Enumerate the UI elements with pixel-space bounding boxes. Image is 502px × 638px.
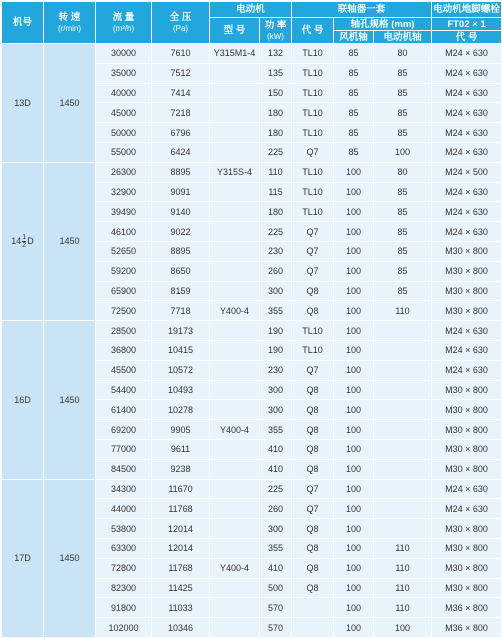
bolt-code-cell: M24 × 630 bbox=[432, 479, 502, 499]
motor-shaft-cell: 85 bbox=[374, 103, 432, 123]
coupling-code-cell: Q8 bbox=[292, 380, 334, 400]
fan-shaft-cell: 100 bbox=[334, 439, 374, 459]
table-row bbox=[2, 162, 502, 182]
pressure-cell: 8895 bbox=[152, 162, 210, 182]
fan-shaft-cell: 100 bbox=[334, 261, 374, 281]
header-coupling: 联轴器一套 bbox=[292, 2, 432, 18]
coupling-code-cell: Q7 bbox=[292, 479, 334, 499]
bolt-code-cell: M30 × 800 bbox=[432, 558, 502, 578]
motor-shaft-cell bbox=[374, 519, 432, 539]
motor-power-cell: 570 bbox=[260, 618, 292, 638]
flow-cell: 82300 bbox=[96, 578, 152, 598]
model-label: 16D bbox=[14, 394, 31, 405]
motor-power-cell: 132 bbox=[260, 44, 292, 64]
motor-type-cell bbox=[210, 479, 260, 499]
pressure-cell: 6796 bbox=[152, 123, 210, 143]
motor-power-cell: 300 bbox=[260, 400, 292, 420]
bolt-code-cell: M30 × 800 bbox=[432, 301, 502, 321]
motor-type-cell: Y400-4 bbox=[210, 420, 260, 440]
model-cell bbox=[2, 321, 44, 479]
motor-type-cell bbox=[210, 63, 260, 83]
table-row bbox=[2, 321, 502, 341]
pressure-cell: 12014 bbox=[152, 519, 210, 539]
motor-power-cell: 300 bbox=[260, 380, 292, 400]
model-label: 13D bbox=[14, 97, 31, 108]
motor-shaft-cell: 85 bbox=[374, 83, 432, 103]
motor-type-cell bbox=[210, 281, 260, 301]
pressure-cell: 6424 bbox=[152, 142, 210, 162]
coupling-code-cell: Q7 bbox=[292, 360, 334, 380]
flow-cell: 52650 bbox=[96, 241, 152, 261]
flow-cell: 77000 bbox=[96, 439, 152, 459]
motor-type-cell bbox=[210, 519, 260, 539]
fan-shaft-cell: 100 bbox=[334, 222, 374, 242]
pressure-cell: 7218 bbox=[152, 103, 210, 123]
motor-type-cell: Y400-4 bbox=[210, 558, 260, 578]
fan-shaft-cell: 85 bbox=[334, 44, 374, 64]
header-bolt-spec: FT02 × 1 bbox=[432, 18, 502, 31]
coupling-code-cell: Q8 bbox=[292, 301, 334, 321]
fan-shaft-cell: 100 bbox=[334, 538, 374, 558]
flow-cell: 46100 bbox=[96, 222, 152, 242]
motor-power-cell: 410 bbox=[260, 558, 292, 578]
motor-type-cell bbox=[210, 202, 260, 222]
motor-power-cell: 135 bbox=[260, 63, 292, 83]
coupling-code-cell: Q8 bbox=[292, 519, 334, 539]
fraction-numerator: 1 bbox=[22, 233, 27, 241]
pressure-cell: 7610 bbox=[152, 44, 210, 64]
coupling-code-cell: Q7 bbox=[292, 241, 334, 261]
fan-shaft-cell: 100 bbox=[334, 202, 374, 222]
bolt-code-cell: M24 × 630 bbox=[432, 222, 502, 242]
motor-shaft-cell: 85 bbox=[374, 222, 432, 242]
fan-shaft-cell: 100 bbox=[334, 162, 374, 182]
fan-shaft-cell: 100 bbox=[334, 182, 374, 202]
motor-shaft-cell: 85 bbox=[374, 261, 432, 281]
fan-spec-table bbox=[1, 1, 502, 638]
flow-cell: 84500 bbox=[96, 459, 152, 479]
motor-type-cell bbox=[210, 499, 260, 519]
coupling-code-cell: TL10 bbox=[292, 123, 334, 143]
coupling-code-cell: Q7 bbox=[292, 222, 334, 242]
model-suffix: D bbox=[27, 235, 34, 246]
fraction-denominator: 2 bbox=[22, 241, 27, 249]
pressure-cell: 9905 bbox=[152, 420, 210, 440]
coupling-code-cell: TL10 bbox=[292, 182, 334, 202]
fan-shaft-cell: 100 bbox=[334, 499, 374, 519]
bolt-code-cell: M30 × 800 bbox=[432, 380, 502, 400]
speed-cell: 1450 bbox=[44, 321, 96, 479]
pressure-cell: 7718 bbox=[152, 301, 210, 321]
motor-power-cell: 410 bbox=[260, 459, 292, 479]
motor-type-cell bbox=[210, 459, 260, 479]
flow-cell: 35000 bbox=[96, 63, 152, 83]
bolt-code-cell: M36 × 800 bbox=[432, 618, 502, 638]
motor-power-cell: 300 bbox=[260, 281, 292, 301]
pressure-cell: 19173 bbox=[152, 321, 210, 341]
flow-cell: 91800 bbox=[96, 598, 152, 618]
motor-type-cell: Y400-4 bbox=[210, 301, 260, 321]
bolt-code-cell: M24 × 630 bbox=[432, 44, 502, 64]
pressure-cell: 11670 bbox=[152, 479, 210, 499]
coupling-code-cell: Q7 bbox=[292, 261, 334, 281]
pressure-cell: 7512 bbox=[152, 63, 210, 83]
fan-shaft-cell: 100 bbox=[334, 241, 374, 261]
motor-power-cell: 225 bbox=[260, 142, 292, 162]
motor-power-cell: 225 bbox=[260, 479, 292, 499]
header-motor-type: 型 号 bbox=[210, 18, 260, 44]
motor-type-cell bbox=[210, 261, 260, 281]
motor-power-cell: 355 bbox=[260, 420, 292, 440]
fan-shaft-cell: 100 bbox=[334, 479, 374, 499]
motor-power-cell: 180 bbox=[260, 123, 292, 143]
header-fan-shaft: 风机轴 bbox=[334, 31, 374, 44]
pressure-cell: 9022 bbox=[152, 222, 210, 242]
motor-shaft-cell bbox=[374, 380, 432, 400]
header-motor: 电动机 bbox=[210, 2, 292, 18]
fan-shaft-cell: 100 bbox=[334, 558, 374, 578]
table-row bbox=[2, 44, 502, 64]
pressure-cell: 10493 bbox=[152, 380, 210, 400]
motor-type-cell bbox=[210, 439, 260, 459]
table-header bbox=[2, 2, 502, 44]
motor-shaft-cell: 80 bbox=[374, 162, 432, 182]
bolt-code-cell: M30 × 800 bbox=[432, 400, 502, 420]
motor-power-cell: 180 bbox=[260, 103, 292, 123]
motor-shaft-cell bbox=[374, 479, 432, 499]
header-bore: 轴孔规格 (mm) bbox=[334, 18, 432, 31]
bolt-code-cell: M30 × 800 bbox=[432, 241, 502, 261]
pressure-cell: 7414 bbox=[152, 83, 210, 103]
fan-shaft-cell: 100 bbox=[334, 360, 374, 380]
coupling-code-cell: Q8 bbox=[292, 459, 334, 479]
motor-power-cell: 110 bbox=[260, 162, 292, 182]
pressure-cell: 9611 bbox=[152, 439, 210, 459]
motor-power-cell: 115 bbox=[260, 182, 292, 202]
motor-power-cell: 180 bbox=[260, 202, 292, 222]
motor-type-cell bbox=[210, 83, 260, 103]
motor-type-cell bbox=[210, 578, 260, 598]
fan-shaft-cell: 100 bbox=[334, 321, 374, 341]
motor-type-cell bbox=[210, 538, 260, 558]
motor-shaft-cell bbox=[374, 459, 432, 479]
table-row bbox=[2, 479, 502, 499]
flow-cell: 28500 bbox=[96, 321, 152, 341]
motor-shaft-cell: 110 bbox=[374, 538, 432, 558]
motor-shaft-cell: 100 bbox=[374, 618, 432, 638]
flow-cell: 39490 bbox=[96, 202, 152, 222]
motor-power-cell: 300 bbox=[260, 519, 292, 539]
motor-power-cell: 355 bbox=[260, 538, 292, 558]
coupling-code-cell: TL10 bbox=[292, 340, 334, 360]
motor-type-cell bbox=[210, 241, 260, 261]
bolt-code-cell: M24 × 630 bbox=[432, 83, 502, 103]
coupling-code-cell: TL10 bbox=[292, 44, 334, 64]
motor-power-cell: 150 bbox=[260, 83, 292, 103]
speed-cell: 1450 bbox=[44, 162, 96, 320]
bolt-code-cell: M24 × 630 bbox=[432, 499, 502, 519]
bolt-code-cell: M24 × 630 bbox=[432, 202, 502, 222]
motor-shaft-cell: 110 bbox=[374, 578, 432, 598]
header-coupling-code: 代 号 bbox=[292, 18, 334, 44]
pressure-cell: 11768 bbox=[152, 499, 210, 519]
motor-shaft-cell bbox=[374, 420, 432, 440]
motor-type-cell bbox=[210, 340, 260, 360]
motor-type-cell bbox=[210, 182, 260, 202]
motor-shaft-cell bbox=[374, 321, 432, 341]
motor-shaft-cell bbox=[374, 400, 432, 420]
motor-type-cell bbox=[210, 360, 260, 380]
coupling-code-cell: Q8 bbox=[292, 558, 334, 578]
flow-cell: 50000 bbox=[96, 123, 152, 143]
coupling-code-cell: Q8 bbox=[292, 400, 334, 420]
bolt-code-cell: M30 × 800 bbox=[432, 420, 502, 440]
fan-shaft-cell: 85 bbox=[334, 123, 374, 143]
bolt-code-cell: M24 × 630 bbox=[432, 123, 502, 143]
pressure-cell: 8159 bbox=[152, 281, 210, 301]
motor-shaft-cell: 85 bbox=[374, 182, 432, 202]
fan-shaft-cell: 100 bbox=[334, 340, 374, 360]
flow-cell: 44000 bbox=[96, 499, 152, 519]
motor-shaft-cell: 110 bbox=[374, 301, 432, 321]
bolt-code-cell: M24 × 630 bbox=[432, 63, 502, 83]
motor-power-cell: 355 bbox=[260, 301, 292, 321]
coupling-code-cell: Q8 bbox=[292, 281, 334, 301]
coupling-code-cell: TL10 bbox=[292, 83, 334, 103]
motor-power-cell: 260 bbox=[260, 261, 292, 281]
flow-cell: 34300 bbox=[96, 479, 152, 499]
motor-power-cell: 190 bbox=[260, 321, 292, 341]
bolt-code-cell: M30 × 800 bbox=[432, 459, 502, 479]
motor-shaft-cell bbox=[374, 499, 432, 519]
fan-shaft-cell: 100 bbox=[334, 420, 374, 440]
flow-cell: 72800 bbox=[96, 558, 152, 578]
flow-cell: 102000 bbox=[96, 618, 152, 638]
flow-cell: 30000 bbox=[96, 44, 152, 64]
bolt-code-cell: M24 × 630 bbox=[432, 340, 502, 360]
coupling-code-cell: TL10 bbox=[292, 202, 334, 222]
fan-shaft-cell: 100 bbox=[334, 380, 374, 400]
header-model: 机号 bbox=[2, 2, 44, 44]
motor-shaft-cell bbox=[374, 360, 432, 380]
speed-cell: 1450 bbox=[44, 44, 96, 163]
fan-shaft-cell: 100 bbox=[334, 519, 374, 539]
motor-power-cell: 260 bbox=[260, 499, 292, 519]
header-speed: 转 速 (r/min) bbox=[44, 2, 96, 44]
model-cell bbox=[2, 162, 44, 320]
bolt-code-cell: M30 × 800 bbox=[432, 439, 502, 459]
motor-type-cell bbox=[210, 222, 260, 242]
header-flow: 流 量 (m³/h) bbox=[96, 2, 152, 44]
bolt-code-cell: M36 × 800 bbox=[432, 598, 502, 618]
motor-type-cell bbox=[210, 321, 260, 341]
bolt-code-cell: M24 × 500 bbox=[432, 162, 502, 182]
model-cell bbox=[2, 479, 44, 637]
motor-shaft-cell: 85 bbox=[374, 202, 432, 222]
motor-type-cell bbox=[210, 103, 260, 123]
motor-shaft-cell bbox=[374, 439, 432, 459]
pressure-cell: 10278 bbox=[152, 400, 210, 420]
bolt-code-cell: M30 × 800 bbox=[432, 538, 502, 558]
header-bolt: 电动机地脚螺栓 bbox=[432, 2, 502, 18]
speed-cell: 1450 bbox=[44, 479, 96, 637]
flow-cell: 45500 bbox=[96, 360, 152, 380]
flow-cell: 65900 bbox=[96, 281, 152, 301]
bolt-code-cell: M24 × 630 bbox=[432, 321, 502, 341]
motor-shaft-cell: 110 bbox=[374, 558, 432, 578]
motor-shaft-cell: 85 bbox=[374, 241, 432, 261]
fan-shaft-cell: 100 bbox=[334, 459, 374, 479]
motor-shaft-cell: 85 bbox=[374, 123, 432, 143]
coupling-code-cell: Q7 bbox=[292, 142, 334, 162]
motor-power-cell: 230 bbox=[260, 241, 292, 261]
fan-shaft-cell: 100 bbox=[334, 281, 374, 301]
flow-cell: 32900 bbox=[96, 182, 152, 202]
motor-type-cell bbox=[210, 400, 260, 420]
motor-shaft-cell: 85 bbox=[374, 63, 432, 83]
pressure-cell: 11425 bbox=[152, 578, 210, 598]
motor-shaft-cell: 80 bbox=[374, 44, 432, 64]
motor-power-cell: 500 bbox=[260, 578, 292, 598]
motor-shaft-cell: 100 bbox=[374, 142, 432, 162]
flow-cell: 54400 bbox=[96, 380, 152, 400]
motor-power-cell: 190 bbox=[260, 340, 292, 360]
flow-cell: 53800 bbox=[96, 519, 152, 539]
pressure-cell: 10415 bbox=[152, 340, 210, 360]
bolt-code-cell: M30 × 800 bbox=[432, 281, 502, 301]
motor-type-cell bbox=[210, 123, 260, 143]
pressure-cell: 9091 bbox=[152, 182, 210, 202]
coupling-code-cell: Q8 bbox=[292, 578, 334, 598]
fan-shaft-cell: 85 bbox=[334, 83, 374, 103]
bolt-code-cell: M30 × 800 bbox=[432, 519, 502, 539]
bolt-code-cell: M24 × 630 bbox=[432, 103, 502, 123]
flow-cell: 61400 bbox=[96, 400, 152, 420]
flow-cell: 69200 bbox=[96, 420, 152, 440]
flow-cell: 59200 bbox=[96, 261, 152, 281]
header-bolt-code: 代 号 bbox=[432, 31, 502, 44]
motor-shaft-cell bbox=[374, 340, 432, 360]
fan-shaft-cell: 85 bbox=[334, 142, 374, 162]
flow-cell: 55000 bbox=[96, 142, 152, 162]
bolt-code-cell: M24 × 630 bbox=[432, 182, 502, 202]
motor-power-cell: 230 bbox=[260, 360, 292, 380]
model-label: 14 bbox=[11, 235, 22, 246]
model-cell bbox=[2, 44, 44, 163]
bolt-code-cell: M30 × 800 bbox=[432, 578, 502, 598]
motor-type-cell bbox=[210, 380, 260, 400]
pressure-cell: 9238 bbox=[152, 459, 210, 479]
flow-cell: 63300 bbox=[96, 538, 152, 558]
coupling-code-cell bbox=[292, 618, 334, 638]
bolt-code-cell: M30 × 800 bbox=[432, 261, 502, 281]
motor-power-cell: 410 bbox=[260, 439, 292, 459]
pressure-cell: 12014 bbox=[152, 538, 210, 558]
flow-cell: 72500 bbox=[96, 301, 152, 321]
flow-cell: 45000 bbox=[96, 103, 152, 123]
header-motor-shaft: 电动机轴 bbox=[374, 31, 432, 44]
motor-type-cell: Y315S-4 bbox=[210, 162, 260, 182]
motor-power-cell: 225 bbox=[260, 222, 292, 242]
flow-cell: 26300 bbox=[96, 162, 152, 182]
coupling-code-cell: Q8 bbox=[292, 420, 334, 440]
coupling-code-cell: TL10 bbox=[292, 321, 334, 341]
coupling-code-cell: Q8 bbox=[292, 538, 334, 558]
pressure-cell: 11768 bbox=[152, 558, 210, 578]
coupling-code-cell: TL10 bbox=[292, 63, 334, 83]
motor-type-cell bbox=[210, 618, 260, 638]
flow-cell: 36800 bbox=[96, 340, 152, 360]
motor-power-cell: 570 bbox=[260, 598, 292, 618]
fan-shaft-cell: 100 bbox=[334, 301, 374, 321]
fan-shaft-cell: 85 bbox=[334, 103, 374, 123]
pressure-cell: 8650 bbox=[152, 261, 210, 281]
fan-shaft-cell: 100 bbox=[334, 618, 374, 638]
flow-cell: 40000 bbox=[96, 83, 152, 103]
pressure-cell: 10572 bbox=[152, 360, 210, 380]
pressure-cell: 8895 bbox=[152, 241, 210, 261]
motor-type-cell bbox=[210, 142, 260, 162]
pressure-cell: 9140 bbox=[152, 202, 210, 222]
fan-shaft-cell: 100 bbox=[334, 578, 374, 598]
fan-shaft-cell: 100 bbox=[334, 598, 374, 618]
pressure-cell: 11033 bbox=[152, 598, 210, 618]
fan-shaft-cell: 100 bbox=[334, 400, 374, 420]
motor-shaft-cell: 85 bbox=[374, 281, 432, 301]
coupling-code-cell: Q8 bbox=[292, 439, 334, 459]
coupling-code-cell: TL10 bbox=[292, 162, 334, 182]
header-pressure: 全 压 (Pa) bbox=[152, 2, 210, 44]
motor-shaft-cell: 110 bbox=[374, 598, 432, 618]
bolt-code-cell: M24 × 630 bbox=[432, 142, 502, 162]
table-body bbox=[2, 44, 502, 638]
coupling-code-cell: TL10 bbox=[292, 103, 334, 123]
bolt-code-cell: M24 × 630 bbox=[432, 360, 502, 380]
model-fraction bbox=[22, 234, 26, 249]
pressure-cell: 10346 bbox=[152, 618, 210, 638]
coupling-code-cell: Q7 bbox=[292, 499, 334, 519]
header-motor-power: 功 率 (kW) bbox=[260, 18, 292, 44]
motor-type-cell: Y315M1-4 bbox=[210, 44, 260, 64]
model-label: 17D bbox=[14, 553, 31, 564]
fan-shaft-cell: 85 bbox=[334, 63, 374, 83]
